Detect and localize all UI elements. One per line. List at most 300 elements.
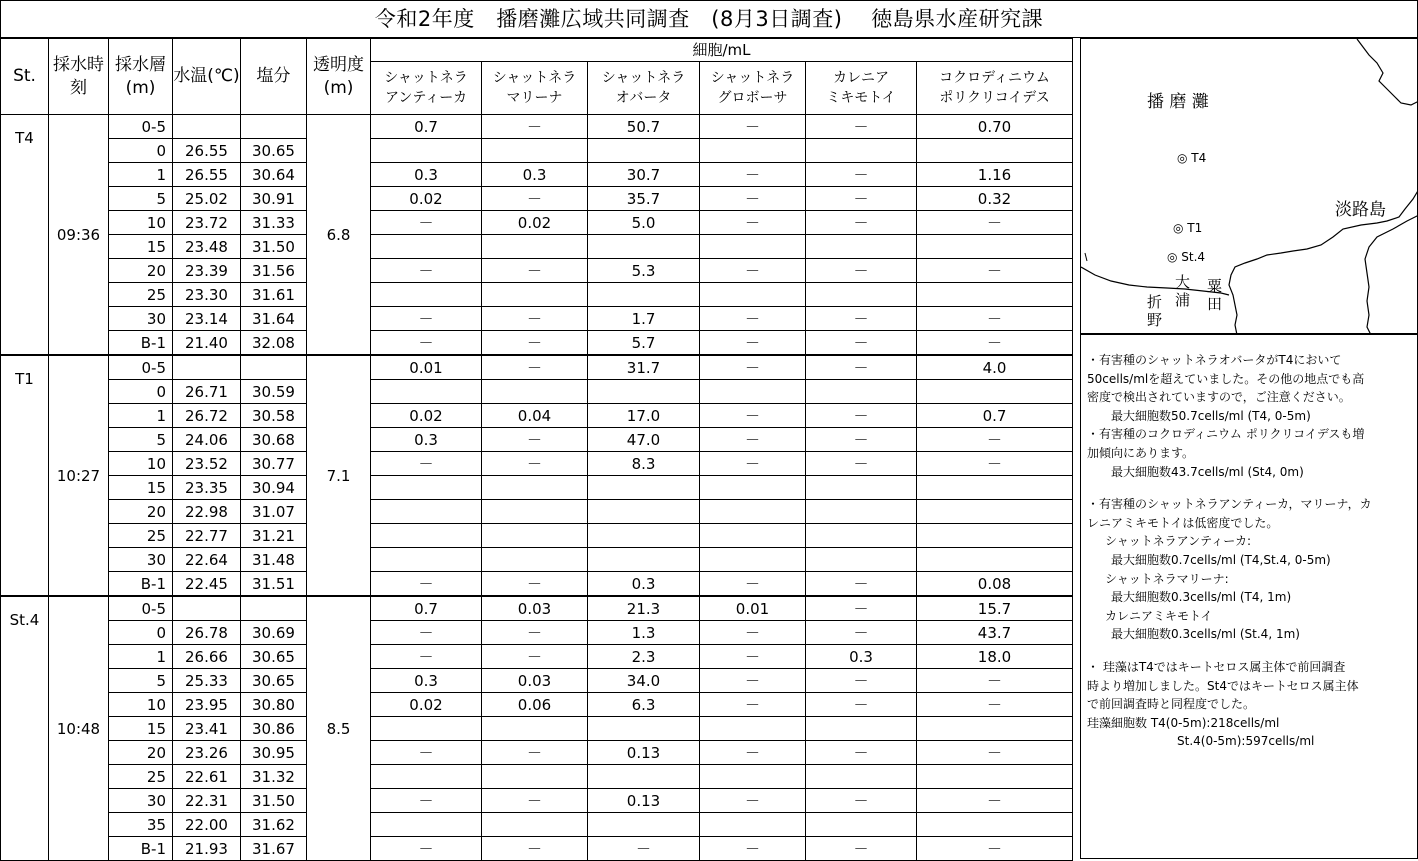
table-row — [1, 283, 1073, 307]
cell-count: － — [700, 307, 806, 331]
cell-count: － — [371, 645, 482, 669]
water-temp-cell: 23.72 — [173, 211, 241, 235]
cell-count: － — [806, 693, 917, 717]
cell-count: 0.02 — [482, 211, 588, 235]
cell-count: － — [482, 115, 588, 139]
cell-count: 17.0 — [588, 404, 700, 428]
cell-count: 0.7 — [917, 404, 1073, 428]
cell-count — [588, 235, 700, 259]
table-row — [1, 235, 1073, 259]
cell-count — [588, 548, 700, 572]
salinity-cell: 31.67 — [241, 837, 307, 861]
cell-count: － — [917, 211, 1073, 235]
note-line: 最大細胞数0.3cells/ml (T4, 1m) — [1111, 590, 1292, 605]
cell-count: － — [482, 259, 588, 283]
water-temp-cell: 26.66 — [173, 645, 241, 669]
cell-count: － — [700, 211, 806, 235]
cell-count: － — [482, 572, 588, 597]
note-line: レニアミキモトイは低密度でした。 — [1087, 515, 1279, 530]
salinity-cell: 30.77 — [241, 452, 307, 476]
cell-count — [482, 524, 588, 548]
cell-count — [482, 476, 588, 500]
transparency-cell: 8.5 — [307, 596, 371, 861]
table-row — [1, 187, 1073, 211]
sampling-layer: 1 — [109, 645, 173, 669]
cell-count: － — [371, 307, 482, 331]
cell-count: 0.3 — [371, 669, 482, 693]
cell-count — [917, 235, 1073, 259]
cell-count: － — [917, 789, 1073, 813]
cell-count: － — [371, 259, 482, 283]
sampling-layer: 15 — [109, 235, 173, 259]
cell-count: － — [482, 789, 588, 813]
cell-count — [371, 235, 482, 259]
sampling-layer: 20 — [109, 259, 173, 283]
salinity-cell: 30.68 — [241, 428, 307, 452]
salinity-cell: 30.59 — [241, 380, 307, 404]
cell-count: 35.7 — [588, 187, 700, 211]
cell-count: － — [371, 837, 482, 861]
water-temp-cell: 21.93 — [173, 837, 241, 861]
salinity-cell: 31.32 — [241, 765, 307, 789]
cell-count — [482, 139, 588, 163]
cell-count: － — [806, 452, 917, 476]
salinity-cell: 30.80 — [241, 693, 307, 717]
cell-count — [806, 476, 917, 500]
map-place-awata-2: 田 — [1207, 295, 1223, 313]
salinity-cell: 31.33 — [241, 211, 307, 235]
cell-count — [371, 380, 482, 404]
transparency-cell: 6.8 — [307, 115, 371, 356]
table-row — [1, 524, 1073, 548]
water-temp-cell — [173, 355, 241, 380]
cell-count: － — [806, 307, 917, 331]
salinity-cell: 30.64 — [241, 163, 307, 187]
cell-count: 1.7 — [588, 307, 700, 331]
cell-count: － — [917, 428, 1073, 452]
cell-count: 0.01 — [371, 355, 482, 380]
cell-count: 0.08 — [917, 572, 1073, 597]
cell-count — [482, 813, 588, 837]
cell-count — [482, 717, 588, 741]
map-station-t4: ◎ T4 — [1177, 151, 1207, 165]
water-temp-cell: 24.06 — [173, 428, 241, 452]
table-row — [1, 355, 1073, 380]
sampling-layer: 0 — [109, 380, 173, 404]
cell-count: － — [700, 428, 806, 452]
salinity-cell: 31.56 — [241, 259, 307, 283]
cell-count — [700, 524, 806, 548]
cell-count: － — [806, 428, 917, 452]
transparency-cell: 7.1 — [307, 355, 371, 596]
cell-count — [806, 524, 917, 548]
cell-count: 31.7 — [588, 355, 700, 380]
water-temp-cell — [173, 115, 241, 139]
cell-count — [806, 235, 917, 259]
cell-count — [482, 500, 588, 524]
cell-count — [917, 283, 1073, 307]
map-place-oura-2: 浦 — [1175, 291, 1191, 309]
coastline-map-graphic — [1081, 39, 1418, 335]
cell-count: － — [917, 259, 1073, 283]
cell-count: － — [700, 741, 806, 765]
cell-count: 6.3 — [588, 693, 700, 717]
table-row — [1, 741, 1073, 765]
cell-count: － — [806, 669, 917, 693]
cell-count: 0.02 — [371, 187, 482, 211]
note-line: 最大細胞数0.3cells/ml (St.4, 1m) — [1111, 627, 1300, 642]
cell-count: － — [700, 355, 806, 380]
cell-count: 8.3 — [588, 452, 700, 476]
cell-count: － — [482, 645, 588, 669]
map-station-t1: ◎ T1 — [1173, 221, 1203, 235]
salinity-cell: 31.61 — [241, 283, 307, 307]
cell-count — [917, 500, 1073, 524]
water-temp-cell: 23.95 — [173, 693, 241, 717]
header-cells-group: 細胞/mL — [371, 39, 1073, 62]
cell-count — [917, 717, 1073, 741]
water-temp-cell: 26.72 — [173, 404, 241, 428]
cell-count — [588, 765, 700, 789]
cell-count: － — [806, 355, 917, 380]
note-line: 最大細胞数43.7cells/ml (St4, 0m) — [1111, 464, 1304, 479]
map-place-oriya-2: 野 — [1147, 311, 1163, 329]
map-station-st4: ◎ St.4 — [1167, 250, 1206, 264]
cell-count: － — [917, 741, 1073, 765]
cell-count — [482, 548, 588, 572]
cell-count: － — [371, 211, 482, 235]
sampling-layer: 5 — [109, 669, 173, 693]
salinity-cell: 30.58 — [241, 404, 307, 428]
cell-count — [700, 813, 806, 837]
water-temp-cell: 23.52 — [173, 452, 241, 476]
table-row — [1, 765, 1073, 789]
cell-count: － — [700, 115, 806, 139]
cell-count: 1.16 — [917, 163, 1073, 187]
salinity-cell: 31.62 — [241, 813, 307, 837]
cell-count: 21.3 — [588, 596, 700, 621]
sampling-layer: 20 — [109, 741, 173, 765]
notes-panel — [1080, 334, 1418, 859]
cell-count — [371, 283, 482, 307]
sampling-layer: 25 — [109, 765, 173, 789]
page-title: 令和2年度 播磨灘広域共同調査 (8月3日調査) 徳島県水産研究課 — [0, 0, 1418, 38]
water-temp-cell: 26.78 — [173, 621, 241, 645]
cell-count — [917, 813, 1073, 837]
cell-count: 0.06 — [482, 693, 588, 717]
salinity-cell: 30.65 — [241, 139, 307, 163]
notes-spacer — [1087, 481, 1411, 495]
cell-count — [588, 139, 700, 163]
sampling-layer: 1 — [109, 404, 173, 428]
note-line: ・ 珪藻はT4ではキートセロス属主体で前回調査 — [1087, 659, 1346, 674]
sampling-layer: 30 — [109, 789, 173, 813]
note-line: ・有害種のコクロディニウム ポリクリコイデスも増 — [1087, 427, 1365, 442]
cell-count: － — [482, 452, 588, 476]
cell-count: 30.7 — [588, 163, 700, 187]
note-line: シャットネラアンティーカ: — [1105, 534, 1252, 549]
water-temp-cell: 25.02 — [173, 187, 241, 211]
cell-count: － — [371, 789, 482, 813]
table-row — [1, 139, 1073, 163]
map-label-awajishima: 淡路島 — [1335, 200, 1386, 220]
cell-count: － — [806, 621, 917, 645]
cell-count: － — [482, 428, 588, 452]
salinity-cell: 31.48 — [241, 548, 307, 572]
cell-count: 0.13 — [588, 789, 700, 813]
cell-count — [917, 765, 1073, 789]
cell-count: － — [482, 837, 588, 861]
cell-count: 0.3 — [806, 645, 917, 669]
table-row — [1, 428, 1073, 452]
cell-count: － — [482, 331, 588, 356]
cell-count — [700, 139, 806, 163]
water-temp-cell: 21.40 — [173, 331, 241, 356]
table-row — [1, 259, 1073, 283]
cell-count: － — [806, 163, 917, 187]
sampling-layer: 5 — [109, 187, 173, 211]
cell-count — [588, 524, 700, 548]
cell-count: － — [700, 452, 806, 476]
cell-count — [482, 765, 588, 789]
cell-count: 50.7 — [588, 115, 700, 139]
cell-count — [806, 139, 917, 163]
cell-count: 0.3 — [371, 428, 482, 452]
table-row — [1, 548, 1073, 572]
table-row — [1, 404, 1073, 428]
sampling-layer: 20 — [109, 500, 173, 524]
cell-count: 47.0 — [588, 428, 700, 452]
cell-count — [917, 548, 1073, 572]
cell-count: 0.02 — [371, 404, 482, 428]
salinity-cell: 31.50 — [241, 789, 307, 813]
salinity-cell: 31.50 — [241, 235, 307, 259]
header-species-5: カレニア ミキモトイ — [806, 62, 917, 115]
cell-count: － — [700, 163, 806, 187]
note-line: 密度で検出されていますので，ご注意ください。 — [1087, 390, 1351, 405]
cell-count — [371, 765, 482, 789]
cell-count: 1.3 — [588, 621, 700, 645]
table-row — [1, 669, 1073, 693]
cell-count: 43.7 — [917, 621, 1073, 645]
cell-count — [806, 283, 917, 307]
salinity-cell: 30.91 — [241, 187, 307, 211]
cell-count: 34.0 — [588, 669, 700, 693]
water-temp-cell: 23.30 — [173, 283, 241, 307]
cell-count — [588, 476, 700, 500]
sampling-layer: B-1 — [109, 837, 173, 861]
salinity-cell: 31.21 — [241, 524, 307, 548]
cell-count: 18.0 — [917, 645, 1073, 669]
water-temp-cell — [173, 596, 241, 621]
cell-count — [806, 380, 917, 404]
cell-count: 5.7 — [588, 331, 700, 356]
header-species-3: シャットネラ オバータ — [588, 62, 700, 115]
cell-count — [588, 283, 700, 307]
water-temp-cell: 22.00 — [173, 813, 241, 837]
cell-count: － — [371, 741, 482, 765]
water-temp-cell: 22.31 — [173, 789, 241, 813]
cell-count — [806, 813, 917, 837]
sampling-time: 10:27 — [49, 355, 109, 596]
cell-count — [700, 500, 806, 524]
sampling-layer: 10 — [109, 211, 173, 235]
cell-count: － — [806, 404, 917, 428]
table-row — [1, 693, 1073, 717]
cell-count: － — [917, 452, 1073, 476]
salinity-cell: 30.95 — [241, 741, 307, 765]
cell-count — [700, 548, 806, 572]
cell-count: 5.3 — [588, 259, 700, 283]
cell-count — [482, 380, 588, 404]
cell-count — [588, 500, 700, 524]
sampling-layer: 25 — [109, 524, 173, 548]
header-species-1: シャットネラ アンティーカ — [371, 62, 482, 115]
cell-count: 0.01 — [700, 596, 806, 621]
map-place-awata-1: 粟 — [1207, 277, 1223, 295]
salinity-cell: 31.07 — [241, 500, 307, 524]
cell-count: － — [806, 596, 917, 621]
salinity-cell: 32.08 — [241, 331, 307, 356]
table-row — [1, 717, 1073, 741]
note-line: St.4(0-5m):597cells/ml — [1177, 734, 1315, 749]
header-layer: 採水層(m) — [109, 39, 173, 115]
header-time: 採水時刻 — [49, 39, 109, 115]
cell-count: 0.3 — [371, 163, 482, 187]
table-row — [1, 621, 1073, 645]
cell-count: － — [482, 307, 588, 331]
sampling-layer: 0 — [109, 621, 173, 645]
table-row — [1, 211, 1073, 235]
table-row — [1, 307, 1073, 331]
cell-count — [917, 139, 1073, 163]
sampling-layer: 10 — [109, 693, 173, 717]
sampling-layer: 15 — [109, 476, 173, 500]
water-temp-cell: 23.48 — [173, 235, 241, 259]
salinity-cell: 31.64 — [241, 307, 307, 331]
sampling-layer: B-1 — [109, 331, 173, 356]
salinity-cell — [241, 115, 307, 139]
water-temp-cell: 22.45 — [173, 572, 241, 597]
sampling-layer: 0-5 — [109, 355, 173, 380]
sampling-time: 10:48 — [49, 596, 109, 861]
salinity-cell — [241, 355, 307, 380]
cell-count: － — [482, 187, 588, 211]
cell-count — [482, 283, 588, 307]
header-salinity: 塩分 — [241, 39, 307, 115]
cell-count: 15.7 — [917, 596, 1073, 621]
header-species-6: コクロディニウム ポリクリコイデス — [917, 62, 1073, 115]
cell-count — [700, 476, 806, 500]
table-row — [1, 813, 1073, 837]
table-row — [1, 645, 1073, 669]
water-temp-cell: 23.39 — [173, 259, 241, 283]
water-temp-cell: 22.98 — [173, 500, 241, 524]
cell-count — [588, 813, 700, 837]
table-row — [1, 789, 1073, 813]
cell-count: － — [806, 115, 917, 139]
cell-count — [700, 283, 806, 307]
table-row — [1, 572, 1073, 597]
cell-count: － — [700, 621, 806, 645]
cell-count: － — [700, 331, 806, 356]
sampling-time: 09:36 — [49, 115, 109, 356]
cell-count: 0.03 — [482, 669, 588, 693]
cell-count: － — [700, 645, 806, 669]
cell-count — [700, 717, 806, 741]
note-line: 最大細胞数0.7cells/ml (T4,St.4, 0-5m) — [1111, 552, 1331, 567]
cell-count: － — [806, 211, 917, 235]
cell-count: － — [806, 331, 917, 356]
station-name: St.4 — [1, 596, 49, 861]
note-line: ・有害種のシャットネラオバータがT4において — [1087, 353, 1342, 367]
salinity-cell — [241, 596, 307, 621]
water-temp-cell: 23.41 — [173, 717, 241, 741]
cell-count — [371, 476, 482, 500]
sampling-layer: 15 — [109, 717, 173, 741]
cell-count: － — [806, 837, 917, 861]
salinity-cell: 30.65 — [241, 645, 307, 669]
table-row — [1, 837, 1073, 861]
salinity-cell: 31.51 — [241, 572, 307, 597]
cell-count: － — [917, 307, 1073, 331]
table-row — [1, 476, 1073, 500]
sampling-layer: 30 — [109, 307, 173, 331]
cell-count: － — [700, 837, 806, 861]
cell-count: － — [700, 669, 806, 693]
notes-spacer — [1087, 644, 1411, 658]
table-row — [1, 163, 1073, 187]
note-line: 珪藻細胞数 T4(0-5m):218cells/ml — [1087, 715, 1280, 730]
sampling-layer: 25 — [109, 283, 173, 307]
cell-count: － — [700, 789, 806, 813]
cell-count: 2.3 — [588, 645, 700, 669]
cell-count: － — [806, 572, 917, 597]
cell-count: － — [371, 572, 482, 597]
cell-count: － — [806, 187, 917, 211]
water-temp-cell: 23.14 — [173, 307, 241, 331]
cell-count: 5.0 — [588, 211, 700, 235]
cell-count: 0.3 — [588, 572, 700, 597]
cell-count: 0.70 — [917, 115, 1073, 139]
note-line: シャットネラマリーナ: — [1105, 571, 1229, 586]
sampling-layer: 0-5 — [109, 596, 173, 621]
note-line: 50cells/mlを超えていました。その他の地点でも高 — [1087, 371, 1365, 386]
cell-count: 0.04 — [482, 404, 588, 428]
cell-count: 0.7 — [371, 115, 482, 139]
cell-count — [917, 476, 1073, 500]
cell-count: － — [917, 331, 1073, 356]
station-name: T4 — [1, 115, 49, 356]
cell-count — [700, 765, 806, 789]
cell-count: － — [917, 837, 1073, 861]
header-st: St. — [1, 39, 49, 115]
cell-count: － — [700, 259, 806, 283]
cell-count: － — [806, 741, 917, 765]
note-line: で前回調査時と同程度でした。 — [1087, 697, 1256, 712]
map-place-oriya-1: 折 — [1147, 293, 1163, 311]
cell-count: － — [371, 452, 482, 476]
salinity-cell: 30.65 — [241, 669, 307, 693]
water-temp-cell: 22.77 — [173, 524, 241, 548]
cell-count: － — [700, 187, 806, 211]
cell-count: 0.32 — [917, 187, 1073, 211]
note-line: 加傾向にあります。 — [1087, 445, 1195, 460]
water-temp-cell: 26.55 — [173, 139, 241, 163]
sampling-layer: 10 — [109, 452, 173, 476]
cell-count — [588, 717, 700, 741]
cell-count — [371, 500, 482, 524]
